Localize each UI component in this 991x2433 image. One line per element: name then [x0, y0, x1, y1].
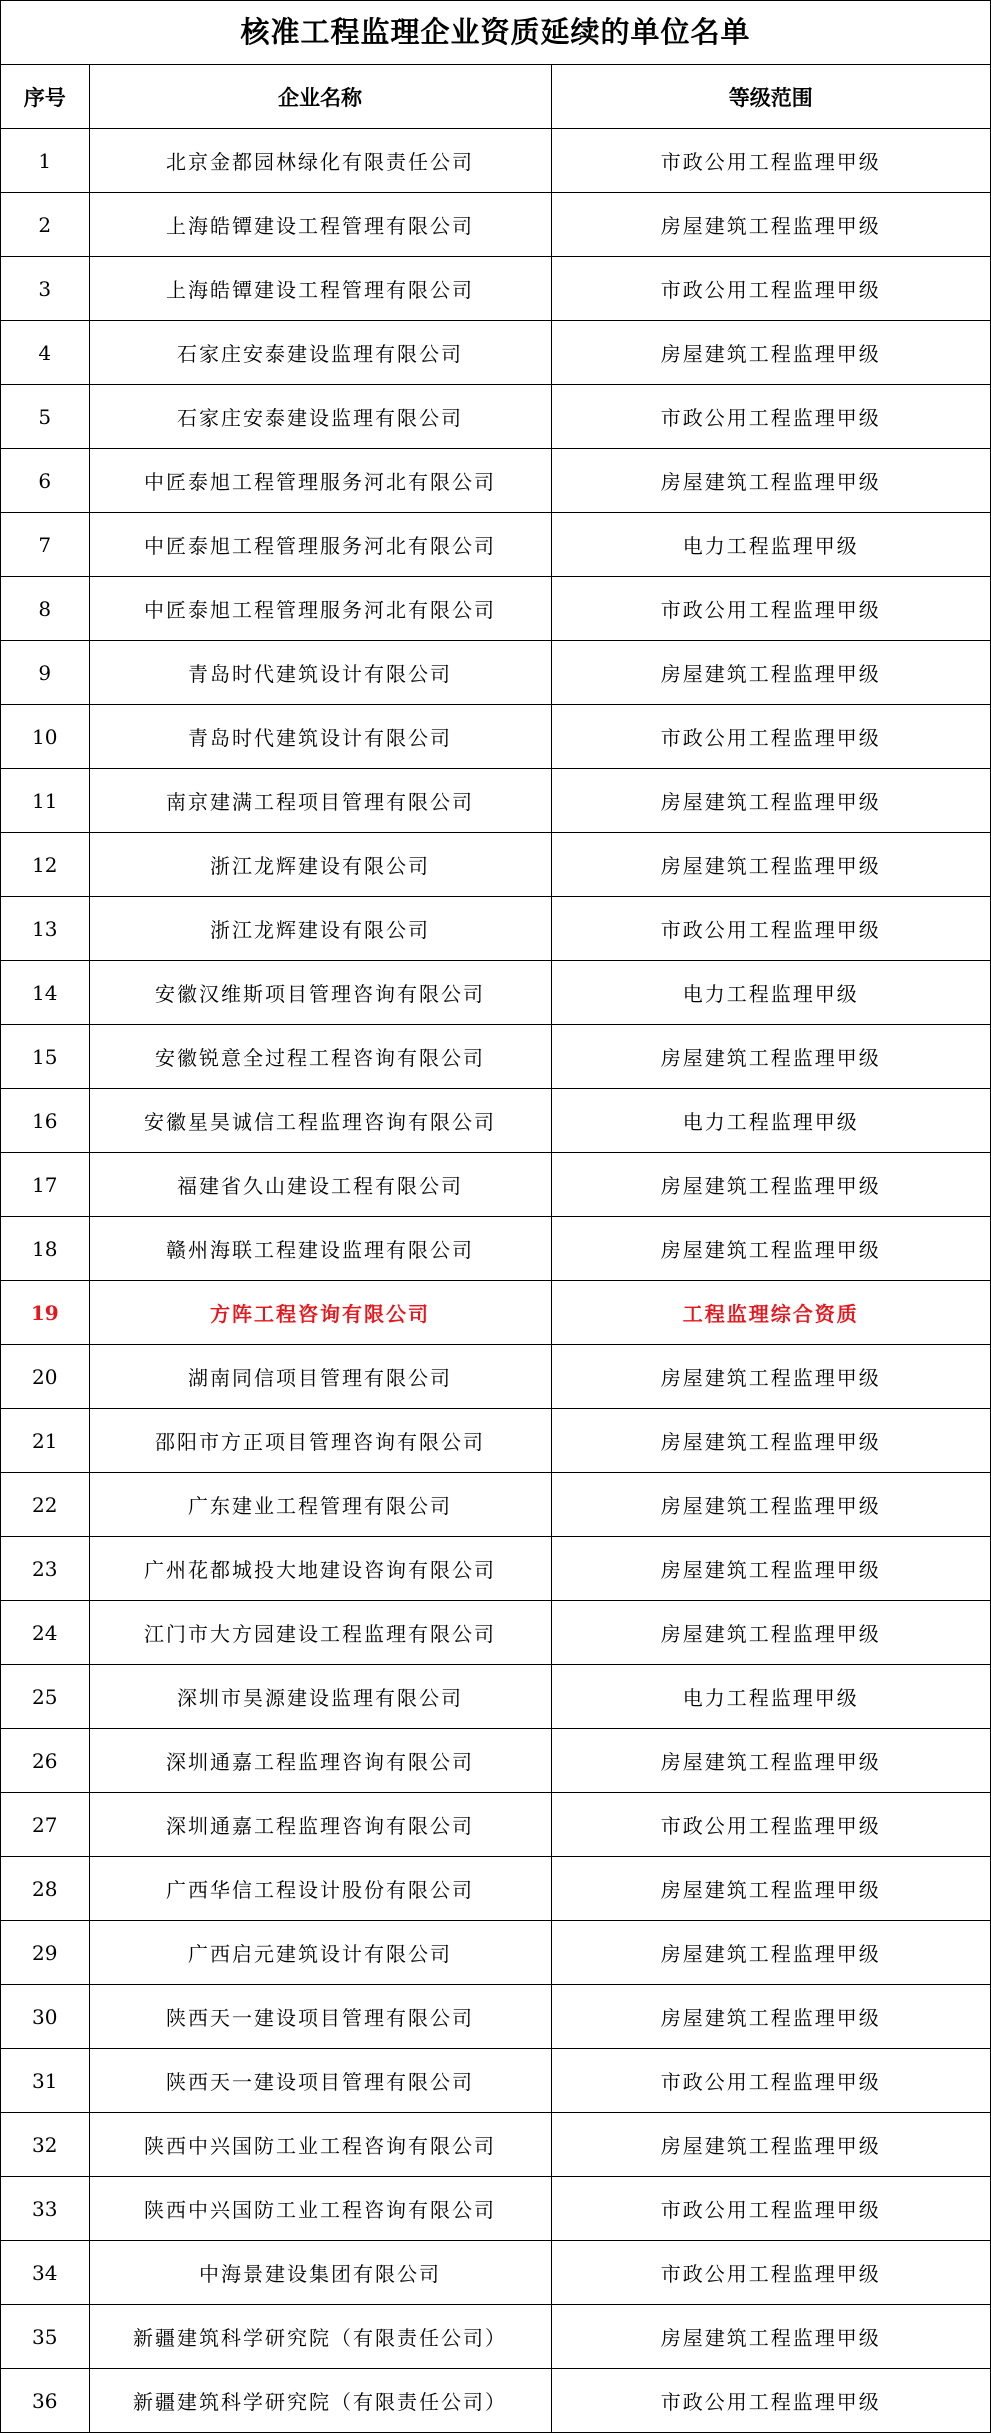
company-name-cell: 邵阳市方正项目管理咨询有限公司 — [89, 1409, 551, 1473]
company-name-cell: 深圳通嘉工程监理咨询有限公司 — [89, 1729, 551, 1793]
grade-scope-cell: 房屋建筑工程监理甲级 — [551, 1921, 990, 1985]
row-number: 36 — [1, 2369, 89, 2433]
row-number: 29 — [1, 1921, 89, 1985]
table-row — [1, 1217, 990, 1281]
table-row — [1, 897, 990, 961]
row-number: 22 — [1, 1473, 89, 1537]
grade-scope-cell: 市政公用工程监理甲级 — [551, 897, 990, 961]
company-name-cell: 安徽锐意全过程工程咨询有限公司 — [89, 1025, 551, 1089]
grade-scope-cell: 房屋建筑工程监理甲级 — [551, 193, 990, 257]
company-name-cell: 浙江龙辉建设有限公司 — [89, 897, 551, 961]
row-number: 12 — [1, 833, 89, 897]
table-body — [1, 129, 990, 2433]
table-row — [1, 513, 990, 577]
grade-scope-cell: 市政公用工程监理甲级 — [660, 2390, 881, 2414]
company-name-cell: 上海皓镡建设工程管理有限公司 — [89, 257, 551, 321]
company-name-cell: 上海皓镡建设工程管理有限公司 — [89, 193, 551, 257]
company-name-cell: 浙江龙辉建设有限公司 — [89, 833, 551, 897]
grade-scope-cell: 市政公用工程监理甲级 — [551, 2049, 990, 2113]
company-name-cell: 广西华信工程设计股份有限公司 — [89, 1857, 551, 1921]
grade-scope-cell: 房屋建筑工程监理甲级 — [551, 321, 990, 385]
row-number: 13 — [1, 897, 89, 961]
company-name-cell: 青岛时代建筑设计有限公司 — [89, 705, 551, 769]
company-name-cell: 青岛时代建筑设计有限公司 — [89, 641, 551, 705]
table-row — [1, 449, 990, 513]
grade-scope-cell: 房屋建筑工程监理甲级 — [551, 1473, 990, 1537]
grade-scope-cell: 房屋建筑工程监理甲级 — [551, 1537, 990, 1601]
grade-scope-cell: 市政公用工程监理甲级 — [551, 577, 990, 641]
company-name-cell: 陕西天一建设项目管理有限公司 — [89, 2049, 551, 2113]
table-row — [1, 1665, 990, 1729]
row-number: 25 — [1, 1665, 89, 1729]
table-row — [1, 1921, 990, 1985]
table-row — [1, 1409, 990, 1473]
row-number: 23 — [1, 1537, 89, 1601]
row-number: 8 — [1, 577, 89, 641]
row-number: 15 — [1, 1025, 89, 1089]
row-number: 9 — [1, 641, 89, 705]
table-row — [1, 1857, 990, 1921]
grade-scope-cell: 市政公用工程监理甲级 — [551, 385, 990, 449]
header-company-name: 企业名称 — [89, 65, 551, 129]
company-name-cell: 中匠泰旭工程管理服务河北有限公司 — [89, 449, 551, 513]
table-row — [1, 577, 990, 641]
company-name-cell: 陕西天一建设项目管理有限公司 — [89, 1985, 551, 2049]
row-number: 30 — [1, 1985, 89, 2049]
row-number: 10 — [1, 705, 89, 769]
company-name-cell: 北京金都园林绿化有限责任公司 — [89, 129, 551, 193]
row-number: 35 — [1, 2305, 89, 2369]
company-name-cell: 石家庄安泰建设监理有限公司 — [89, 321, 551, 385]
row-number: 24 — [1, 1601, 89, 1665]
table-row — [1, 961, 990, 1025]
table-row — [1, 2305, 990, 2369]
table-row — [1, 2049, 990, 2113]
table-header-row — [1, 65, 990, 129]
row-number: 6 — [1, 449, 89, 513]
row-number: 28 — [1, 1857, 89, 1921]
table-row — [1, 1025, 990, 1089]
table-row — [1, 2177, 990, 2241]
company-name-cell: 中匠泰旭工程管理服务河北有限公司 — [89, 577, 551, 641]
table-row — [1, 641, 990, 705]
table-row — [1, 1153, 990, 1217]
company-name-cell: 广西启元建筑设计有限公司 — [89, 1921, 551, 1985]
company-name-cell: 石家庄安泰建设监理有限公司 — [89, 385, 551, 449]
row-number: 11 — [1, 769, 89, 833]
row-number: 2 — [1, 193, 89, 257]
row-number: 17 — [1, 1153, 89, 1217]
grade-scope-cell: 房屋建筑工程监理甲级 — [551, 1217, 990, 1281]
grade-scope-cell: 市政公用工程监理甲级 — [551, 257, 990, 321]
row-number: 5 — [1, 385, 89, 449]
row-number: 31 — [1, 2049, 89, 2113]
grade-scope-cell: 房屋建筑工程监理甲级 — [551, 449, 990, 513]
grade-scope-cell: 房屋建筑工程监理甲级 — [551, 769, 990, 833]
company-name-cell: 陕西中兴国防工业工程咨询有限公司 — [89, 2113, 551, 2177]
row-number: 14 — [1, 961, 89, 1025]
grade-scope-cell: 市政公用工程监理甲级 — [551, 1793, 990, 1857]
table-row — [1, 1345, 990, 1409]
grade-scope-cell: 电力工程监理甲级 — [551, 1665, 990, 1729]
company-name-cell: 安徽星昊诚信工程监理咨询有限公司 — [89, 1089, 551, 1153]
table-row — [1, 1089, 990, 1153]
row-number: 33 — [1, 2177, 89, 2241]
grade-scope-cell: 房屋建筑工程监理甲级 — [551, 1601, 990, 1665]
grade-scope-cell: 市政公用工程监理甲级 — [551, 2241, 990, 2305]
table-row — [1, 2369, 990, 2433]
grade-scope-cell: 电力工程监理甲级 — [551, 513, 990, 577]
table-row — [1, 1601, 990, 1665]
row-number: 1 — [1, 129, 89, 193]
company-name-cell: 广州花都城投大地建设咨询有限公司 — [89, 1537, 551, 1601]
grade-scope-cell: 市政公用工程监理甲级 — [551, 2177, 990, 2241]
page-title: 核准工程监理企业资质延续的单位名单 — [1, 1, 990, 65]
grade-scope-cell: 房屋建筑工程监理甲级 — [551, 641, 990, 705]
table-row — [1, 769, 990, 833]
table-row — [1, 385, 990, 449]
row-number: 26 — [1, 1729, 89, 1793]
row-number: 3 — [1, 257, 89, 321]
grade-scope-cell: 房屋建筑工程监理甲级 — [551, 1857, 990, 1921]
row-number: 19 — [1, 1281, 89, 1345]
row-number: 21 — [1, 1409, 89, 1473]
row-number: 27 — [1, 1793, 89, 1857]
company-name-cell: 福建省久山建设工程有限公司 — [89, 1153, 551, 1217]
table-row — [1, 833, 990, 897]
grade-scope-cell: 房屋建筑工程监理甲级 — [551, 1409, 990, 1473]
company-name-cell: 中海景建设集团有限公司 — [89, 2241, 551, 2305]
table-row — [1, 1729, 990, 1793]
grade-scope-cell: 房屋建筑工程监理甲级 — [551, 833, 990, 897]
company-name-cell: 深圳通嘉工程监理咨询有限公司 — [89, 1793, 551, 1857]
company-name-cell: 安徽汉维斯项目管理咨询有限公司 — [89, 961, 551, 1025]
row-number: 18 — [1, 1217, 89, 1281]
company-name-cell: 湖南同信项目管理有限公司 — [89, 1345, 551, 1409]
table-row — [1, 705, 990, 769]
table-row — [1, 129, 990, 193]
grade-scope-cell: 电力工程监理甲级 — [551, 1089, 990, 1153]
grade-scope-cell: 房屋建筑工程监理甲级 — [551, 1985, 990, 2049]
company-name-cell: 方阵工程咨询有限公司 — [89, 1281, 551, 1345]
table-row — [1, 321, 990, 385]
grade-scope-cell: 房屋建筑工程监理甲级 — [551, 1153, 990, 1217]
grade-scope-cell: 房屋建筑工程监理甲级 — [551, 2113, 990, 2177]
company-name-cell: 新疆建筑科学研究院（有限责任公司） — [89, 2305, 551, 2369]
header-no: 序号 — [1, 65, 89, 129]
row-number: 7 — [1, 513, 89, 577]
table-row — [1, 1537, 990, 1601]
row-number: 16 — [1, 1089, 89, 1153]
company-name-cell: 陕西中兴国防工业工程咨询有限公司 — [89, 2177, 551, 2241]
table-row — [1, 1473, 990, 1537]
company-name-cell: 南京建满工程项目管理有限公司 — [89, 769, 551, 833]
table-row — [1, 257, 990, 321]
grade-scope-cell: 工程监理综合资质 — [551, 1281, 990, 1345]
grade-scope-cell: 房屋建筑工程监理甲级 — [551, 1729, 990, 1793]
company-name-cell: 赣州海联工程建设监理有限公司 — [89, 1217, 551, 1281]
table-row — [1, 1985, 990, 2049]
company-name-cell: 广东建业工程管理有限公司 — [89, 1473, 551, 1537]
grade-scope-cell: 市政公用工程监理甲级 — [551, 129, 990, 193]
company-table — [1, 65, 990, 2432]
grade-scope-cell: 房屋建筑工程监理甲级 — [551, 1345, 990, 1409]
table-row — [1, 2113, 990, 2177]
company-name-cell: 江门市大方园建设工程监理有限公司 — [89, 1601, 551, 1665]
table-row — [1, 1793, 990, 1857]
table-row — [1, 193, 990, 257]
row-number: 32 — [1, 2113, 89, 2177]
grade-scope-cell: 房屋建筑工程监理甲级 — [551, 1025, 990, 1089]
grade-scope-cell: 市政公用工程监理甲级 — [551, 705, 990, 769]
company-name-cell: 中匠泰旭工程管理服务河北有限公司 — [89, 513, 551, 577]
row-number: 20 — [1, 1345, 89, 1409]
company-name-cell: 新疆建筑科学研究院（有限责任公司） — [89, 2369, 551, 2433]
grade-scope-cell: 电力工程监理甲级 — [551, 961, 990, 1025]
row-number: 34 — [1, 2241, 89, 2305]
company-name-cell: 深圳市昊源建设监理有限公司 — [89, 1665, 551, 1729]
row-number: 4 — [1, 321, 89, 385]
table-row — [1, 2241, 990, 2305]
header-grade-scope: 等级范围 — [551, 65, 990, 129]
table-row — [1, 1281, 990, 1345]
grade-scope-cell: 房屋建筑工程监理甲级 — [551, 2305, 990, 2369]
